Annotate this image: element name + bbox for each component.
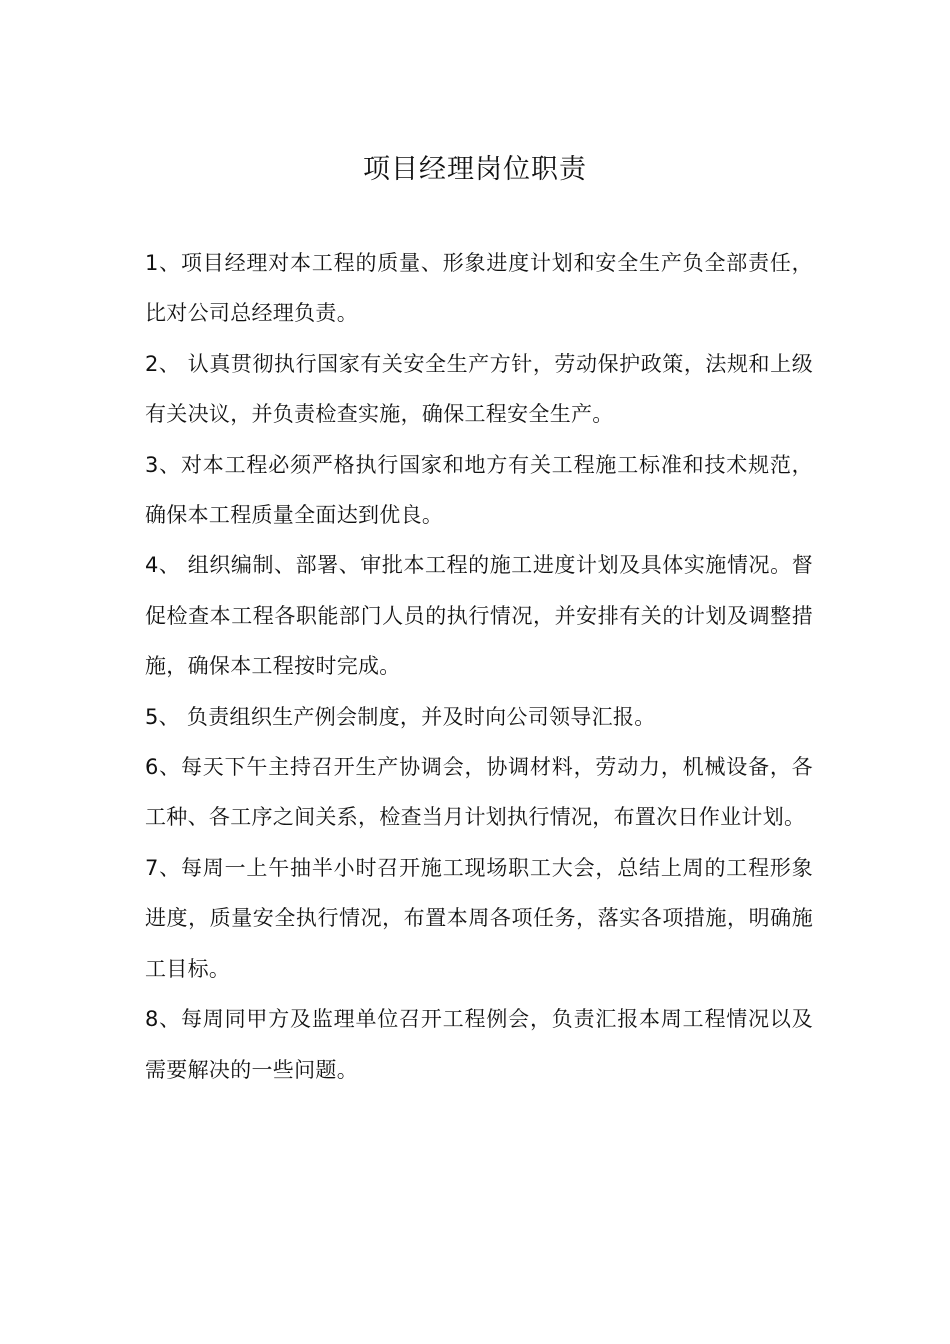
duty-item-7: 7、每周一上午抽半小时召开施工现场职工大会，总结上周的工程形象进度，质量安全执行情况，布置本周各项任务，落实各项措施，明确施工目标。 — [145, 855, 813, 981]
duty-item-5: 5、 负责组织生产例会制度，并及时向公司领导汇报。 — [145, 704, 656, 729]
document-body — [145, 238, 813, 1095]
duty-item-8: 8、每周同甲方及监理单位召开工程例会，负责汇报本周工程情况以及需要解决的一些问题。 — [145, 1007, 813, 1082]
duty-item-1: 1、项目经理对本工程的质量、形象进度计划和安全生产负全部责任，比对公司总经理负责。 — [145, 251, 813, 326]
duty-item-6: 6、每天下午主持召开生产协调会，协调材料，劳动力，机械设备，各工种、各工序之间关系，检查当月计划执行情况，布置次日作业计划。 — [145, 755, 813, 830]
document-title: 项目经理岗位职责 — [363, 154, 587, 185]
duty-item-2: 2、 认真贯彻执行国家有关安全生产方针，劳动保护政策，法规和上级有关决议，并负责检查实施，确保工程安全生产。 — [145, 351, 813, 427]
duty-item-4: 4、 组织编制、部署、审批本工程的施工进度计划及具体实施情况。督促检查本工程各职能部门人员的执行情况，并安排有关的计划及调整措施，确保本工程按时完成。 — [145, 553, 813, 679]
duty-item-3: 3、对本工程必须严格执行国家和地方有关工程施工标准和技术规范，确保本工程质量全面达到优良。 — [145, 452, 813, 528]
